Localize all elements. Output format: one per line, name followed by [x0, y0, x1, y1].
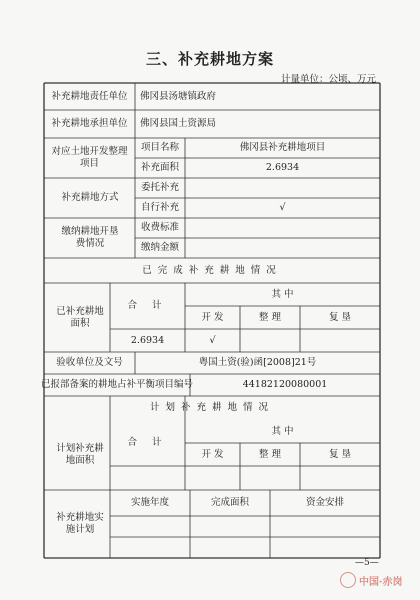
fee-standard-value — [185, 218, 380, 238]
completed-dev-value: √ — [209, 334, 216, 346]
fee-amount-value — [185, 238, 380, 258]
completed-rect-label: 整 理 — [258, 311, 282, 323]
completed-recl-label: 复 垦 — [328, 311, 352, 323]
method-entrusted-value — [185, 178, 380, 198]
completed-total-label: 合 计 — [127, 300, 168, 311]
plan-dev-label: 开 发 — [201, 448, 224, 460]
project-area-label: 补充面积 — [140, 162, 179, 173]
record-no-label: 已报部备案的耕地占补平衡项目编号 — [41, 379, 194, 390]
project-area-value: 2.6934 — [265, 162, 300, 173]
method-self-value: √ — [279, 202, 286, 213]
acceptance-value: 粤国土资(验)函[2008]21号 — [198, 357, 317, 368]
completed-area-label: 已补充耕地面积 — [56, 305, 104, 329]
project-label: 对应土地开发整理项目 — [51, 146, 128, 169]
undertaking-unit-label: 补充耕地承担单位 — [51, 118, 128, 129]
schedule-label: 补充耕地实施计划 — [56, 512, 104, 535]
project-name-value: 佛冈县补充耕地项目 — [239, 142, 326, 153]
page-title: 三、补充耕地方案 — [145, 50, 274, 68]
completed-recl-value — [300, 329, 380, 352]
fee-standard-label: 收费标准 — [140, 222, 179, 233]
method-entrusted-label: 委托补充 — [140, 182, 179, 193]
schedule-area-label: 完成面积 — [210, 497, 249, 508]
completed-of-which: 其 中 — [271, 288, 294, 300]
project-name-label: 项目名称 — [140, 142, 179, 153]
completed-total-value: 2.6934 — [130, 334, 165, 346]
acceptance-label: 验收单位及文号 — [56, 357, 123, 368]
plan-rect-label: 整 理 — [258, 448, 282, 460]
watermark-text: 中国·赤岗 — [359, 576, 403, 588]
responsible-unit-label: 补充耕地责任单位 — [51, 90, 128, 102]
method-label: 补充耕地方式 — [61, 192, 119, 203]
schedule-funds-label: 资金安排 — [305, 497, 344, 508]
schedule-year-label: 实施年度 — [130, 497, 169, 508]
watermark-logo — [340, 572, 402, 588]
plan-section-title: 计划补充耕地情况 — [149, 402, 274, 413]
completed-dev-label: 开 发 — [201, 311, 224, 323]
responsible-unit-value: 佛冈县汤塘镇政府 — [140, 90, 217, 102]
plan-total-label: 合 计 — [127, 437, 168, 448]
plan-of-which: 其 中 — [271, 425, 294, 437]
record-no-value: 44182120080001 — [242, 379, 328, 390]
unit-note: 计量单位：公顷、万元 — [280, 74, 376, 85]
completed-section-title: 已完成补充耕地情况 — [142, 264, 282, 276]
page-number: —5— — [355, 558, 379, 568]
fee-amount-label: 缴纳金额 — [140, 242, 179, 253]
seal-icon — [340, 572, 356, 588]
plan-recl-label: 复 垦 — [328, 448, 352, 460]
fee-label: 缴纳耕地开垦费情况 — [61, 226, 119, 249]
completed-rect-value — [240, 329, 300, 352]
undertaking-unit-value: 佛冈县国土资源局 — [140, 118, 217, 129]
plan-area-label: 计划补充耕地面积 — [56, 443, 104, 466]
method-self-label: 自行补充 — [140, 202, 179, 213]
